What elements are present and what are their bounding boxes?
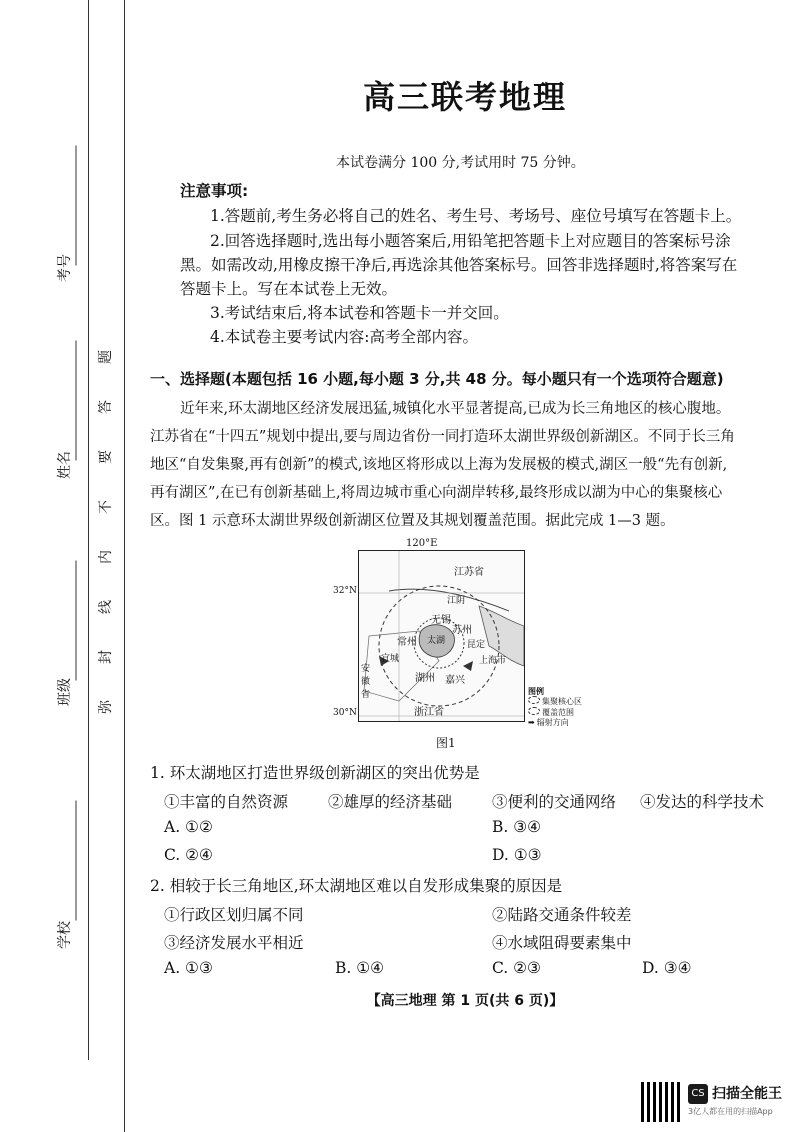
qr-code-icon (641, 1082, 681, 1122)
legend-item: 覆盖范围 (528, 707, 582, 718)
q2-choice: ②陆路交通条件较差 (492, 906, 632, 924)
field-label-name: 姓名 (57, 451, 73, 479)
map-place-label: 无锡 (431, 615, 451, 626)
q2-choice: ①行政区划归属不同 (164, 906, 304, 924)
q1-choice: ③便利的交通网络 (492, 793, 617, 811)
map-legend (528, 686, 582, 728)
passage-line: 地区“自发集聚,再有创新”的模式,该地区将形成以上海为发展极的模式,湖区一般“先有创新, (150, 457, 728, 473)
seal-char: 要 (98, 450, 114, 464)
legend-title: 图例 (528, 686, 544, 696)
passage-line: 再有湖区”,在已有创新基础上,将周边城市重心向湖岸转移,最终形成以湖为中心的集聚核心 (150, 485, 723, 501)
camscanner-logo-icon: CS (688, 1084, 708, 1104)
map-place-label: 宜城 (381, 654, 400, 664)
exam-info: 本试卷满分 100 分,考试用时 75 分钟。 (336, 155, 585, 171)
map-place-label: 嘉兴 (445, 675, 465, 686)
legend-range-icon (528, 707, 540, 715)
q2-stem: 2. 相较于长三角地区,环太湖地区难以自发形成集聚的原因是 (150, 877, 563, 895)
passage-line: 区。图 1 示意环太湖世界级创新湖区位置及其规划覆盖范围。据此完成 1—3 题。 (150, 513, 675, 529)
q1-option-d[interactable]: D. ①③ (492, 846, 542, 864)
field-line-kaohao (76, 146, 77, 266)
map-place-label: 湖州 (415, 673, 435, 684)
map-lat-top-label: 32°N (333, 586, 357, 596)
map-place-label: 苏州 (452, 625, 472, 636)
taihu-map (358, 550, 525, 722)
field-line-name (76, 341, 77, 461)
q1-option-c[interactable]: C. ②④ (164, 846, 213, 864)
seal-char: 答 (98, 400, 114, 414)
q2-option-a[interactable]: A. ①③ (164, 959, 213, 977)
map-lat-bottom-label: 30°N (333, 708, 357, 718)
q2-choice: ④水域阻碍要素集中 (492, 934, 632, 952)
q2-choice: ③经济发展水平相近 (164, 934, 304, 952)
map-place-label: 上海市 (479, 656, 507, 666)
field-label-class: 班级 (57, 678, 73, 706)
q1-stem: 1. 环太湖地区打造世界级创新湖区的突出优势是 (150, 764, 480, 782)
legend-arrow-icon: ➡ (528, 718, 535, 727)
section-heading: 一、选择题(本题包括 16 小题,每小题 3 分,共 48 分。每小题只有一个选项符合题意) (150, 370, 724, 388)
figure-caption: 图1 (436, 736, 456, 750)
map-place-label: 江苏省 (454, 567, 484, 578)
seal-char: 封 (98, 650, 114, 664)
note-line: 2.回答选择题时,选出每小题答案后,用铅笔把答题卡上对应题目的答案标号涂 (210, 232, 731, 250)
note-line: 答题卡上。写在本试卷上无效。 (180, 280, 398, 298)
q1-choice: ①丰富的自然资源 (164, 793, 289, 811)
map-place-label: 昆定 (467, 640, 486, 650)
map-place-label: 太湖 (427, 636, 446, 646)
field-label-school: 学校 (57, 921, 73, 949)
map-place-label: 安徽省 (361, 664, 371, 700)
q1-option-a[interactable]: A. ①② (164, 818, 213, 836)
seal-char: 线 (98, 600, 114, 614)
q1-choice: ④发达的科学技术 (640, 793, 765, 811)
passage-line: 近年来,环太湖地区经济发展迅猛,城镇化水平显著提高,已成为长三角地区的核心腹地。 (180, 401, 731, 417)
field-label-kaohao: 考号 (57, 254, 73, 282)
binding-line-right (124, 0, 125, 1132)
map-place-label: 江阴 (447, 596, 466, 606)
note-line: 1.答题前,考生务必将自己的姓名、考生号、考场号、座位号填写在答题卡上。 (210, 207, 742, 225)
seal-char: 弥 (98, 700, 114, 714)
q1-choice: ②雄厚的经济基础 (328, 793, 453, 811)
q2-option-c[interactable]: C. ②③ (492, 959, 541, 977)
seal-char: 不 (98, 500, 114, 514)
field-line-school (76, 801, 77, 921)
map-place-label: 浙江省 (414, 707, 444, 718)
note-line: 4.本试卷主要考试内容:高考全部内容。 (210, 328, 479, 346)
note-line: 3.考试结束后,将本试卷和答题卡一并交回。 (210, 304, 509, 322)
legend-item: 集聚核心区 (528, 696, 582, 707)
q2-option-d[interactable]: D. ③④ (642, 959, 692, 977)
legend-core-icon (528, 696, 540, 704)
page-footer: 【高三地理 第 1 页(共 6 页)】 (366, 993, 564, 1009)
q2-option-b[interactable]: B. ①④ (335, 959, 385, 977)
seal-char: 内 (98, 550, 114, 564)
map-place-label: 常州 (397, 637, 417, 648)
field-line-class (76, 561, 77, 681)
note-line: 黑。如需改动,用橡皮擦干净后,再选涂其他答案标号。回答非选择题时,将答案写在 (180, 256, 738, 274)
legend-item: ➡ 辐射方向 (528, 718, 569, 727)
binding-line-left (88, 0, 89, 1060)
camscanner-brand: 扫描全能王 (712, 1086, 782, 1102)
q1-option-b[interactable]: B. ③④ (492, 818, 542, 836)
map-lon-label: 120°E (406, 538, 438, 549)
passage-line: 江苏省在“十四五”规划中提出,要与周边省份一同打造环太湖世界级创新湖区。不同于长三角 (150, 429, 735, 445)
camscanner-tagline: 3亿人都在用的扫描App (688, 1107, 773, 1116)
page-title: 高三联考地理 (362, 78, 567, 116)
notes-heading: 注意事项: (180, 182, 249, 200)
seal-char: 题 (98, 350, 114, 364)
